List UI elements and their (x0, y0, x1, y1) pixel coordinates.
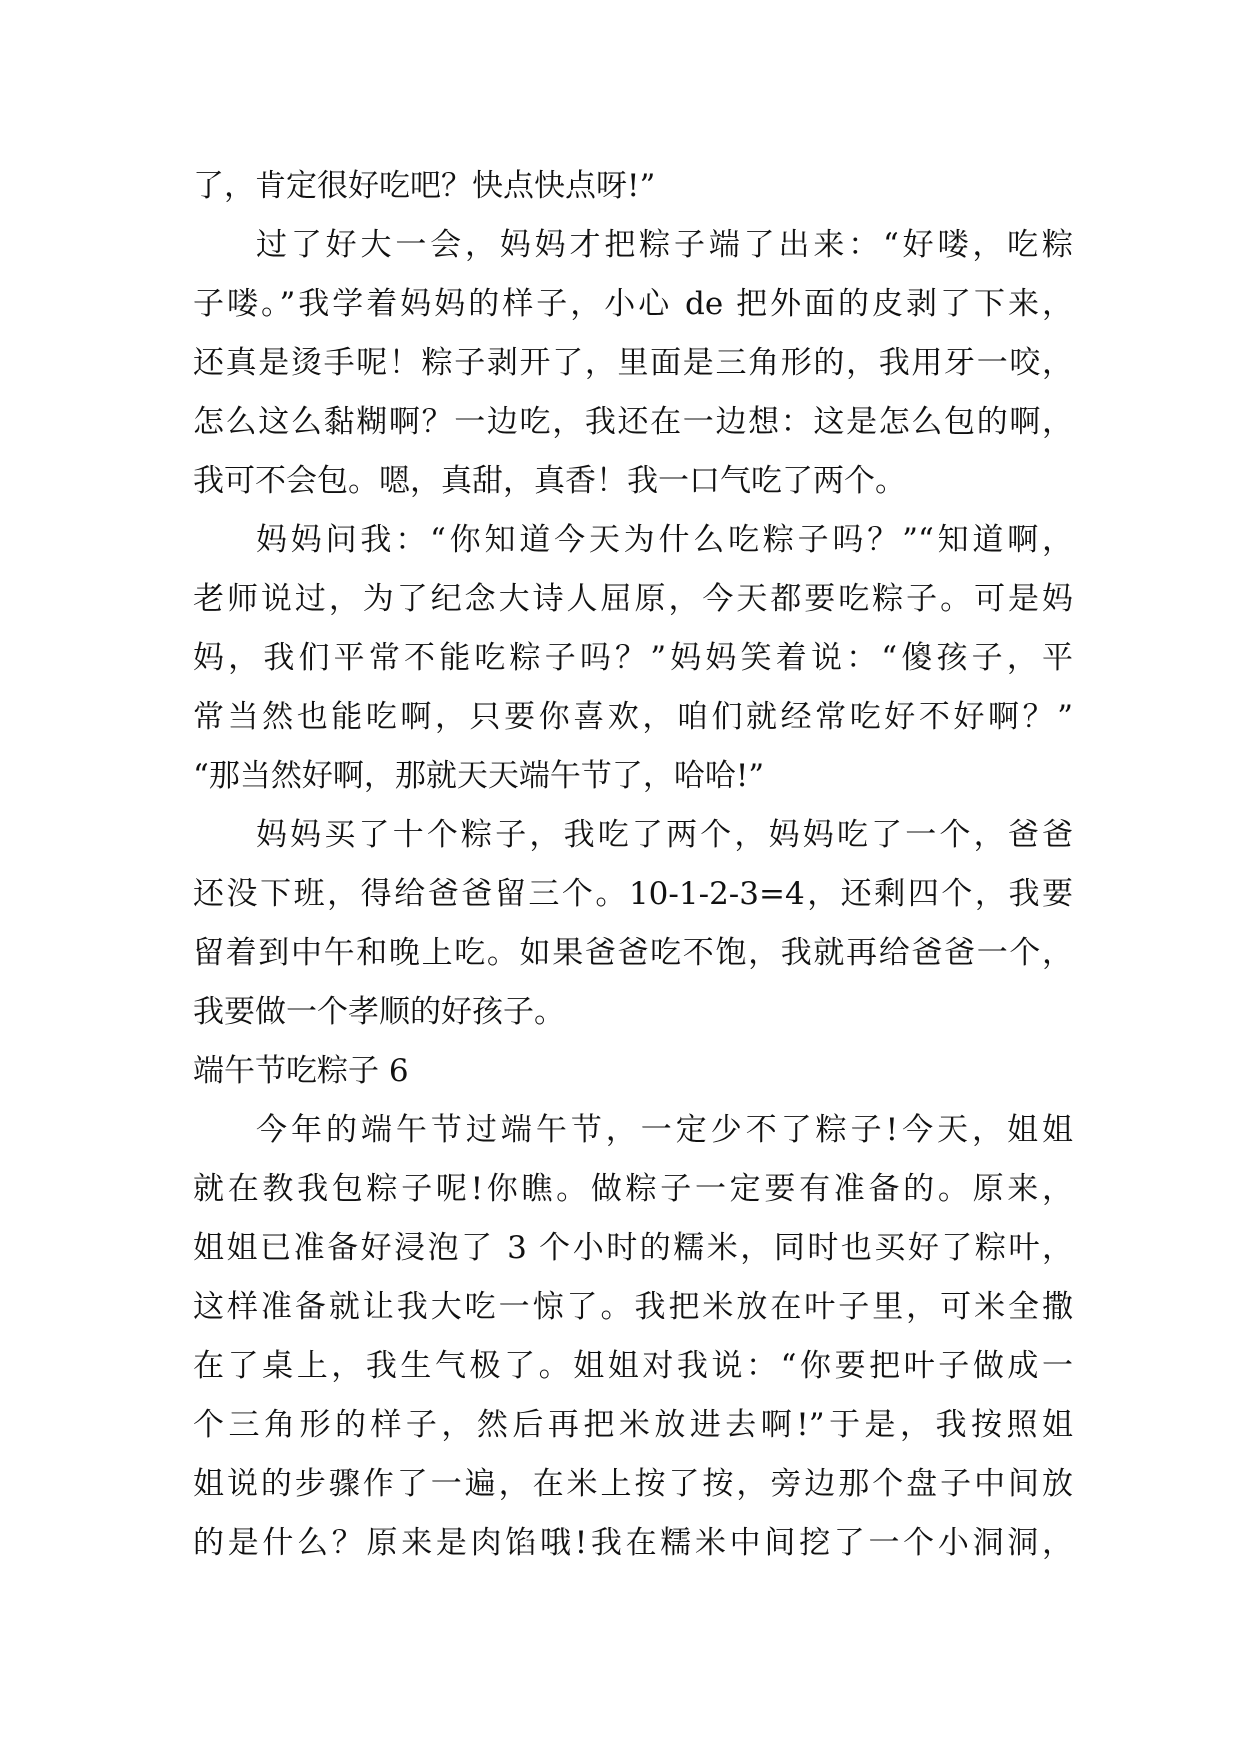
text-line: 的是什么？原来是肉馅哦!我在糯米中间挖了一个小洞洞， (193, 1525, 1073, 1561)
text-line: 姐姐已准备好浸泡了 3 个小时的糯米，同时也买好了粽叶， (193, 1230, 1073, 1266)
paragraph-first-line: 妈妈买了十个粽子，我吃了两个，妈妈吃了一个，爸爸 (256, 817, 1073, 853)
text-line: 留着到中午和晚上吃。如果爸爸吃不饱，我就再给爸爸一个， (193, 935, 1073, 971)
text-line: 妈，我们平常不能吃粽子吗？”妈妈笑着说：“傻孩子，平 (193, 640, 1073, 676)
text-line: 常当然也能吃啊，只要你喜欢，咱们就经常吃好不好啊？” (193, 699, 1073, 735)
text-line: 怎么这么黏糊啊？一边吃，我还在一边想：这是怎么包的啊， (193, 404, 1073, 440)
text-line: 这样准备就让我大吃一惊了。我把米放在叶子里，可米全撒 (193, 1289, 1073, 1325)
paragraph-first-line: 妈妈问我：“你知道今天为什么吃粽子吗？”“知道啊， (256, 522, 1073, 558)
text-line: “那当然好啊，那就天天端午节了，哈哈!” (193, 758, 765, 794)
text-line: 就在教我包粽子呢!你瞧。做粽子一定要有准备的。原来， (193, 1171, 1073, 1207)
text-line: 我可不会包。嗯，真甜，真香！我一口气吃了两个。 (193, 463, 906, 499)
paragraph-first-line: 过了好大一会，妈妈才把粽子端了出来：“好喽，吃粽 (256, 227, 1073, 263)
text-line: 姐说的步骤作了一遍，在米上按了按，旁边那个盘子中间放 (193, 1466, 1073, 1502)
text-line: 在了桌上，我生气极了。姐姐对我说：“你要把叶子做成一 (193, 1348, 1073, 1384)
text-line: 老师说过，为了纪念大诗人屈原，今天都要吃粽子。可是妈 (193, 581, 1073, 617)
section-heading: 端午节吃粽子 6 (193, 1053, 409, 1089)
text-line: 了，肯定很好吃吧？快点快点呀!” (193, 168, 656, 204)
paragraph-first-line: 今年的端午节过端午节，一定少不了粽子!今天，姐姐 (256, 1112, 1073, 1148)
text-line: 个三角形的样子，然后再把米放进去啊!”于是，我按照姐 (193, 1407, 1073, 1443)
text-line: 我要做一个孝顺的好孩子。 (193, 994, 565, 1030)
text-line: 还没下班，得给爸爸留三个。10-1-2-3=4，还剩四个，我要 (193, 876, 1073, 912)
text-line: 子喽。”我学着妈妈的样子，小心 de 把外面的皮剥了下来， (193, 286, 1073, 322)
text-line: 还真是烫手呢！粽子剥开了，里面是三角形的，我用牙一咬， (193, 345, 1073, 381)
